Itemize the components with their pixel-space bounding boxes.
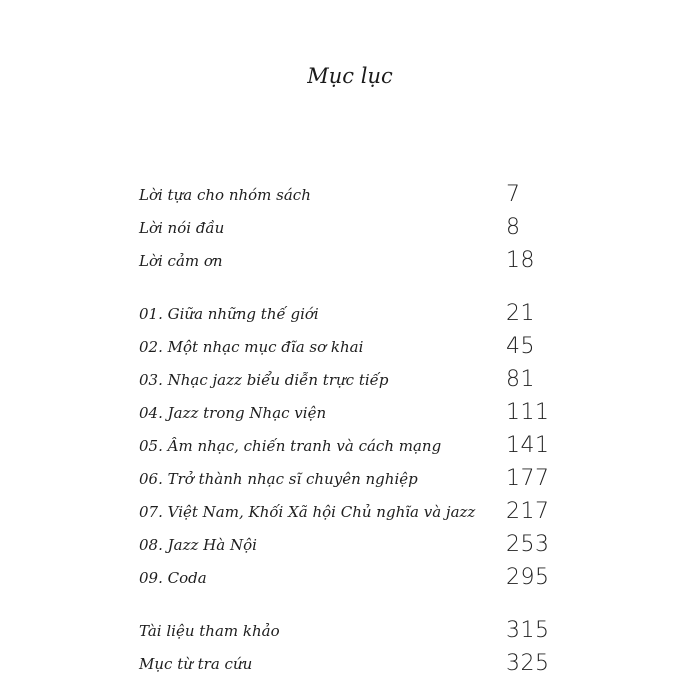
toc-entry: [139, 326, 559, 360]
toc-entry: [139, 293, 559, 327]
toc-entry: [139, 458, 559, 492]
toc-entry-title: Lời tựa cho nhóm sách: [139, 186, 311, 204]
toc-entry-title: Tài liệu tham khảo: [139, 622, 280, 640]
toc-entry: [139, 240, 559, 274]
toc-entry-title: 05. Âm nhạc, chiến tranh và cách mạng: [139, 437, 442, 455]
toc-entry-page-number: 177: [506, 466, 550, 491]
toc-entry-page-number: 295: [506, 565, 550, 590]
toc-entry: [139, 207, 559, 241]
toc-entry-title: Lời cảm ơn: [139, 252, 223, 270]
toc-entry-title: 03. Nhạc jazz biểu diễn trực tiếp: [139, 371, 389, 389]
toc-entry-title: 08. Jazz Hà Nội: [139, 536, 257, 554]
toc-entry: [139, 174, 559, 208]
toc-entry: [139, 491, 559, 525]
page-title: Mục lục: [307, 64, 393, 88]
toc-entry-title: 06. Trở thành nhạc sĩ chuyên nghiệp: [139, 470, 418, 488]
toc-entry-title: 07. Việt Nam, Khối Xã hội Chủ nghĩa và jazz: [139, 503, 476, 521]
toc-entry-title: Mục từ tra cứu: [139, 655, 253, 673]
toc-entry: [139, 359, 559, 393]
toc-entry-title: 09. Coda: [139, 569, 207, 587]
toc-entry-page-number: 81: [506, 367, 535, 392]
toc-entry-page-number: 45: [506, 334, 535, 359]
toc-entry-page-number: 217: [506, 499, 550, 524]
toc-entry-page-number: 141: [506, 433, 550, 458]
toc-entry: [139, 610, 559, 644]
toc-entry-page-number: 253: [506, 532, 550, 557]
toc-entry-page-number: 7: [506, 182, 521, 207]
toc-entry-title: 02. Một nhạc mục đĩa sơ khai: [139, 338, 364, 356]
toc-entry-page-number: 8: [506, 215, 521, 240]
toc-entry-page-number: 18: [506, 248, 535, 273]
toc-entry: [139, 643, 559, 677]
toc-entry-page-number: 111: [506, 400, 550, 425]
toc-entry-title: 04. Jazz trong Nhạc viện: [139, 404, 327, 422]
toc-entry-title: Lời nói đầu: [139, 219, 225, 237]
toc-entry: [139, 392, 559, 426]
toc-entry: [139, 425, 559, 459]
toc-entry: [139, 557, 559, 591]
toc-entry-title: 01. Giữa những thế giới: [139, 305, 319, 323]
toc-entry: [139, 524, 559, 558]
toc-entry-page-number: 21: [506, 301, 535, 326]
toc-entry-page-number: 315: [506, 618, 550, 643]
toc-entry-page-number: 325: [506, 651, 550, 676]
